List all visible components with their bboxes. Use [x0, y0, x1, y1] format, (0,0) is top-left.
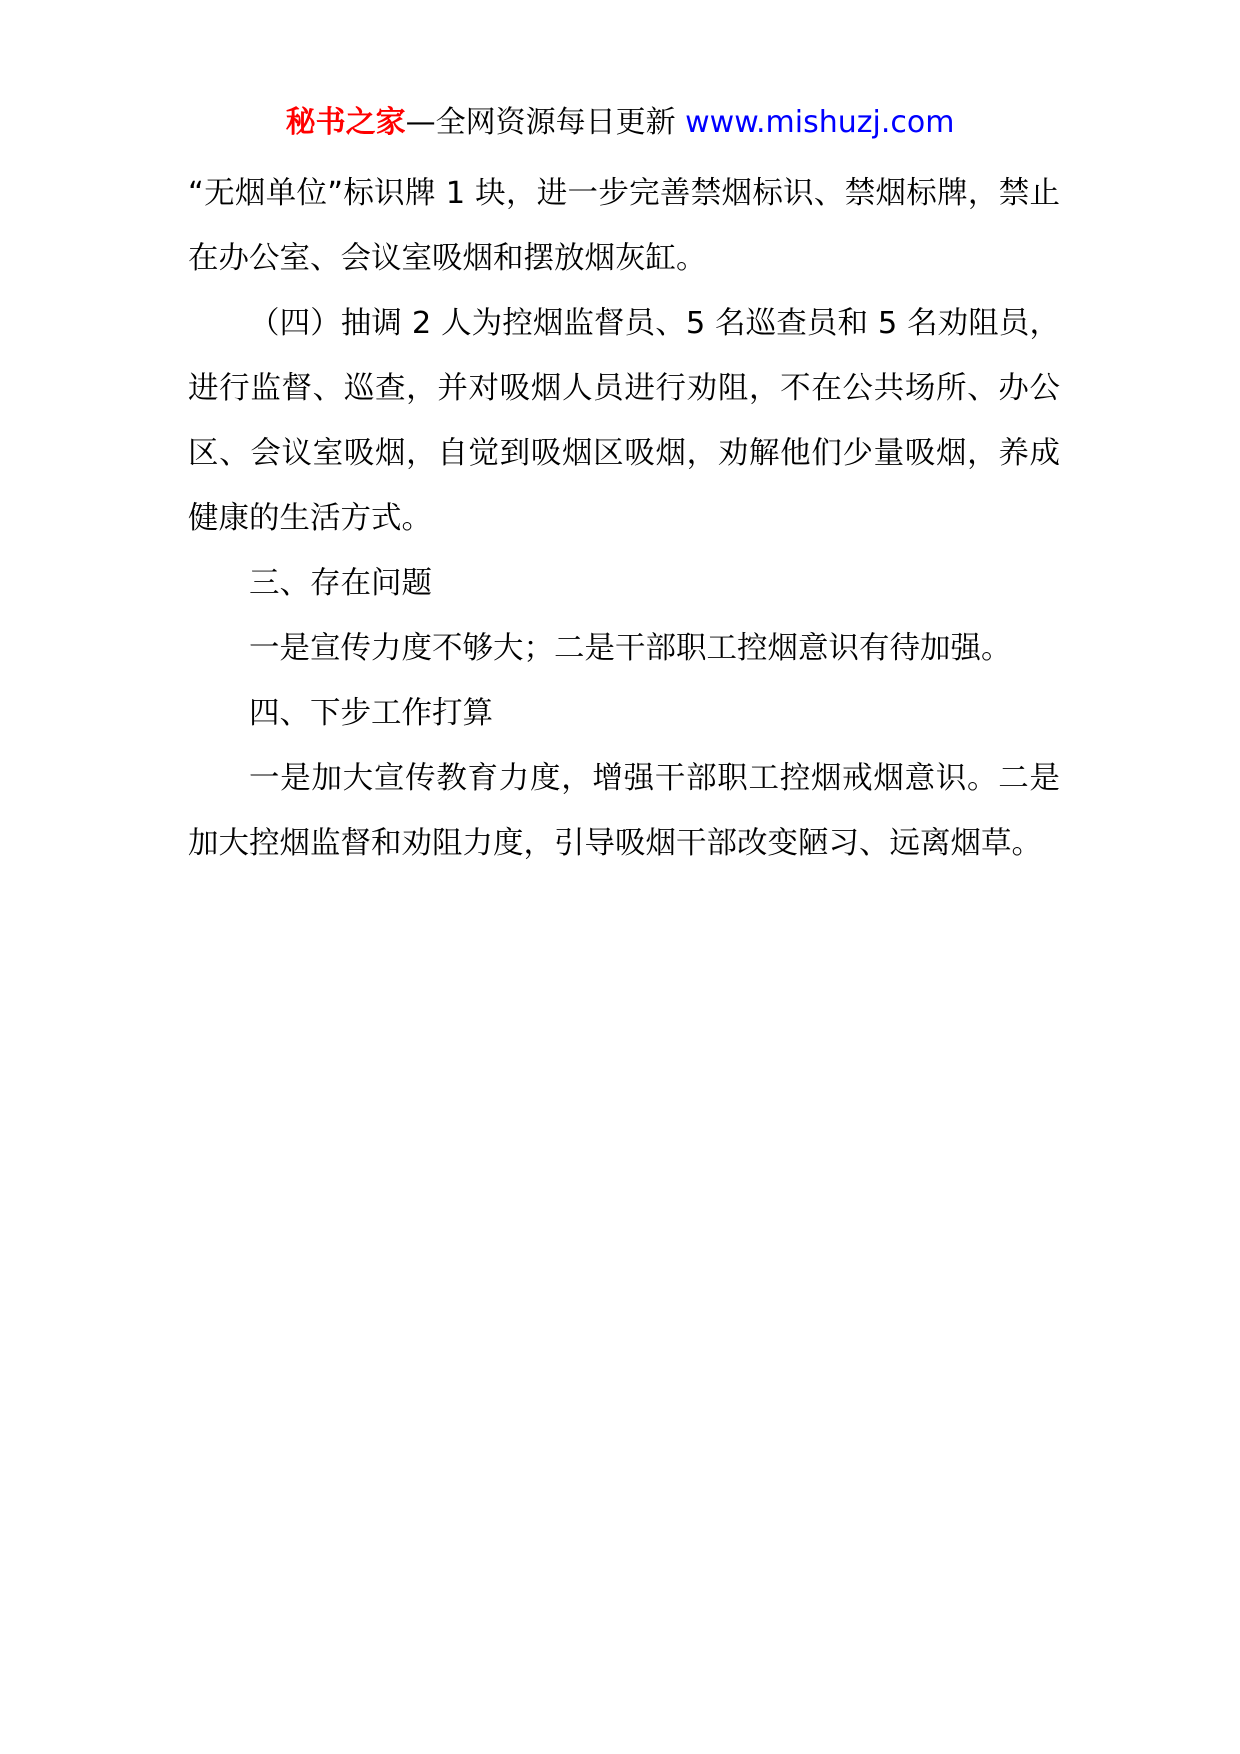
page-header	[0, 100, 1240, 146]
heading-existing-problems: 三、存在问题	[249, 566, 432, 601]
paragraph-next-steps: 一是加大宣传教育力度，增强干部职工控烟戒烟意识。二是加大控烟监督和劝阻力度，引导吸烟干部改变陋习、远离烟草。	[188, 761, 1060, 861]
header-tagline: —全网资源每日更新	[405, 105, 686, 140]
paragraph-problems: 一是宣传力度不够大；二是干部职工控烟意识有待加强。	[249, 631, 1012, 666]
brand-name: 秘书之家	[285, 105, 406, 140]
website-url[interactable]: www.mishuzj.com	[685, 105, 955, 140]
heading-next-steps: 四、下步工作打算	[249, 696, 493, 731]
paragraph-continued: “无烟单位”标识牌 1 块，进一步完善禁烟标识、禁烟标牌，禁止在办公室、会议室吸烟和摆放烟灰缸。	[188, 176, 1060, 276]
document-body	[188, 161, 1060, 876]
paragraph-section-four: （四）抽调 2 人为控烟监督员、5 名巡查员和 5 名劝阻员，进行监督、巡查，并对吸烟人员进行劝阻，不在公共场所、办公区、会议室吸烟，自觉到吸烟区吸烟，劝解他们少量吸烟，养成健康的生活方式。	[188, 306, 1060, 536]
